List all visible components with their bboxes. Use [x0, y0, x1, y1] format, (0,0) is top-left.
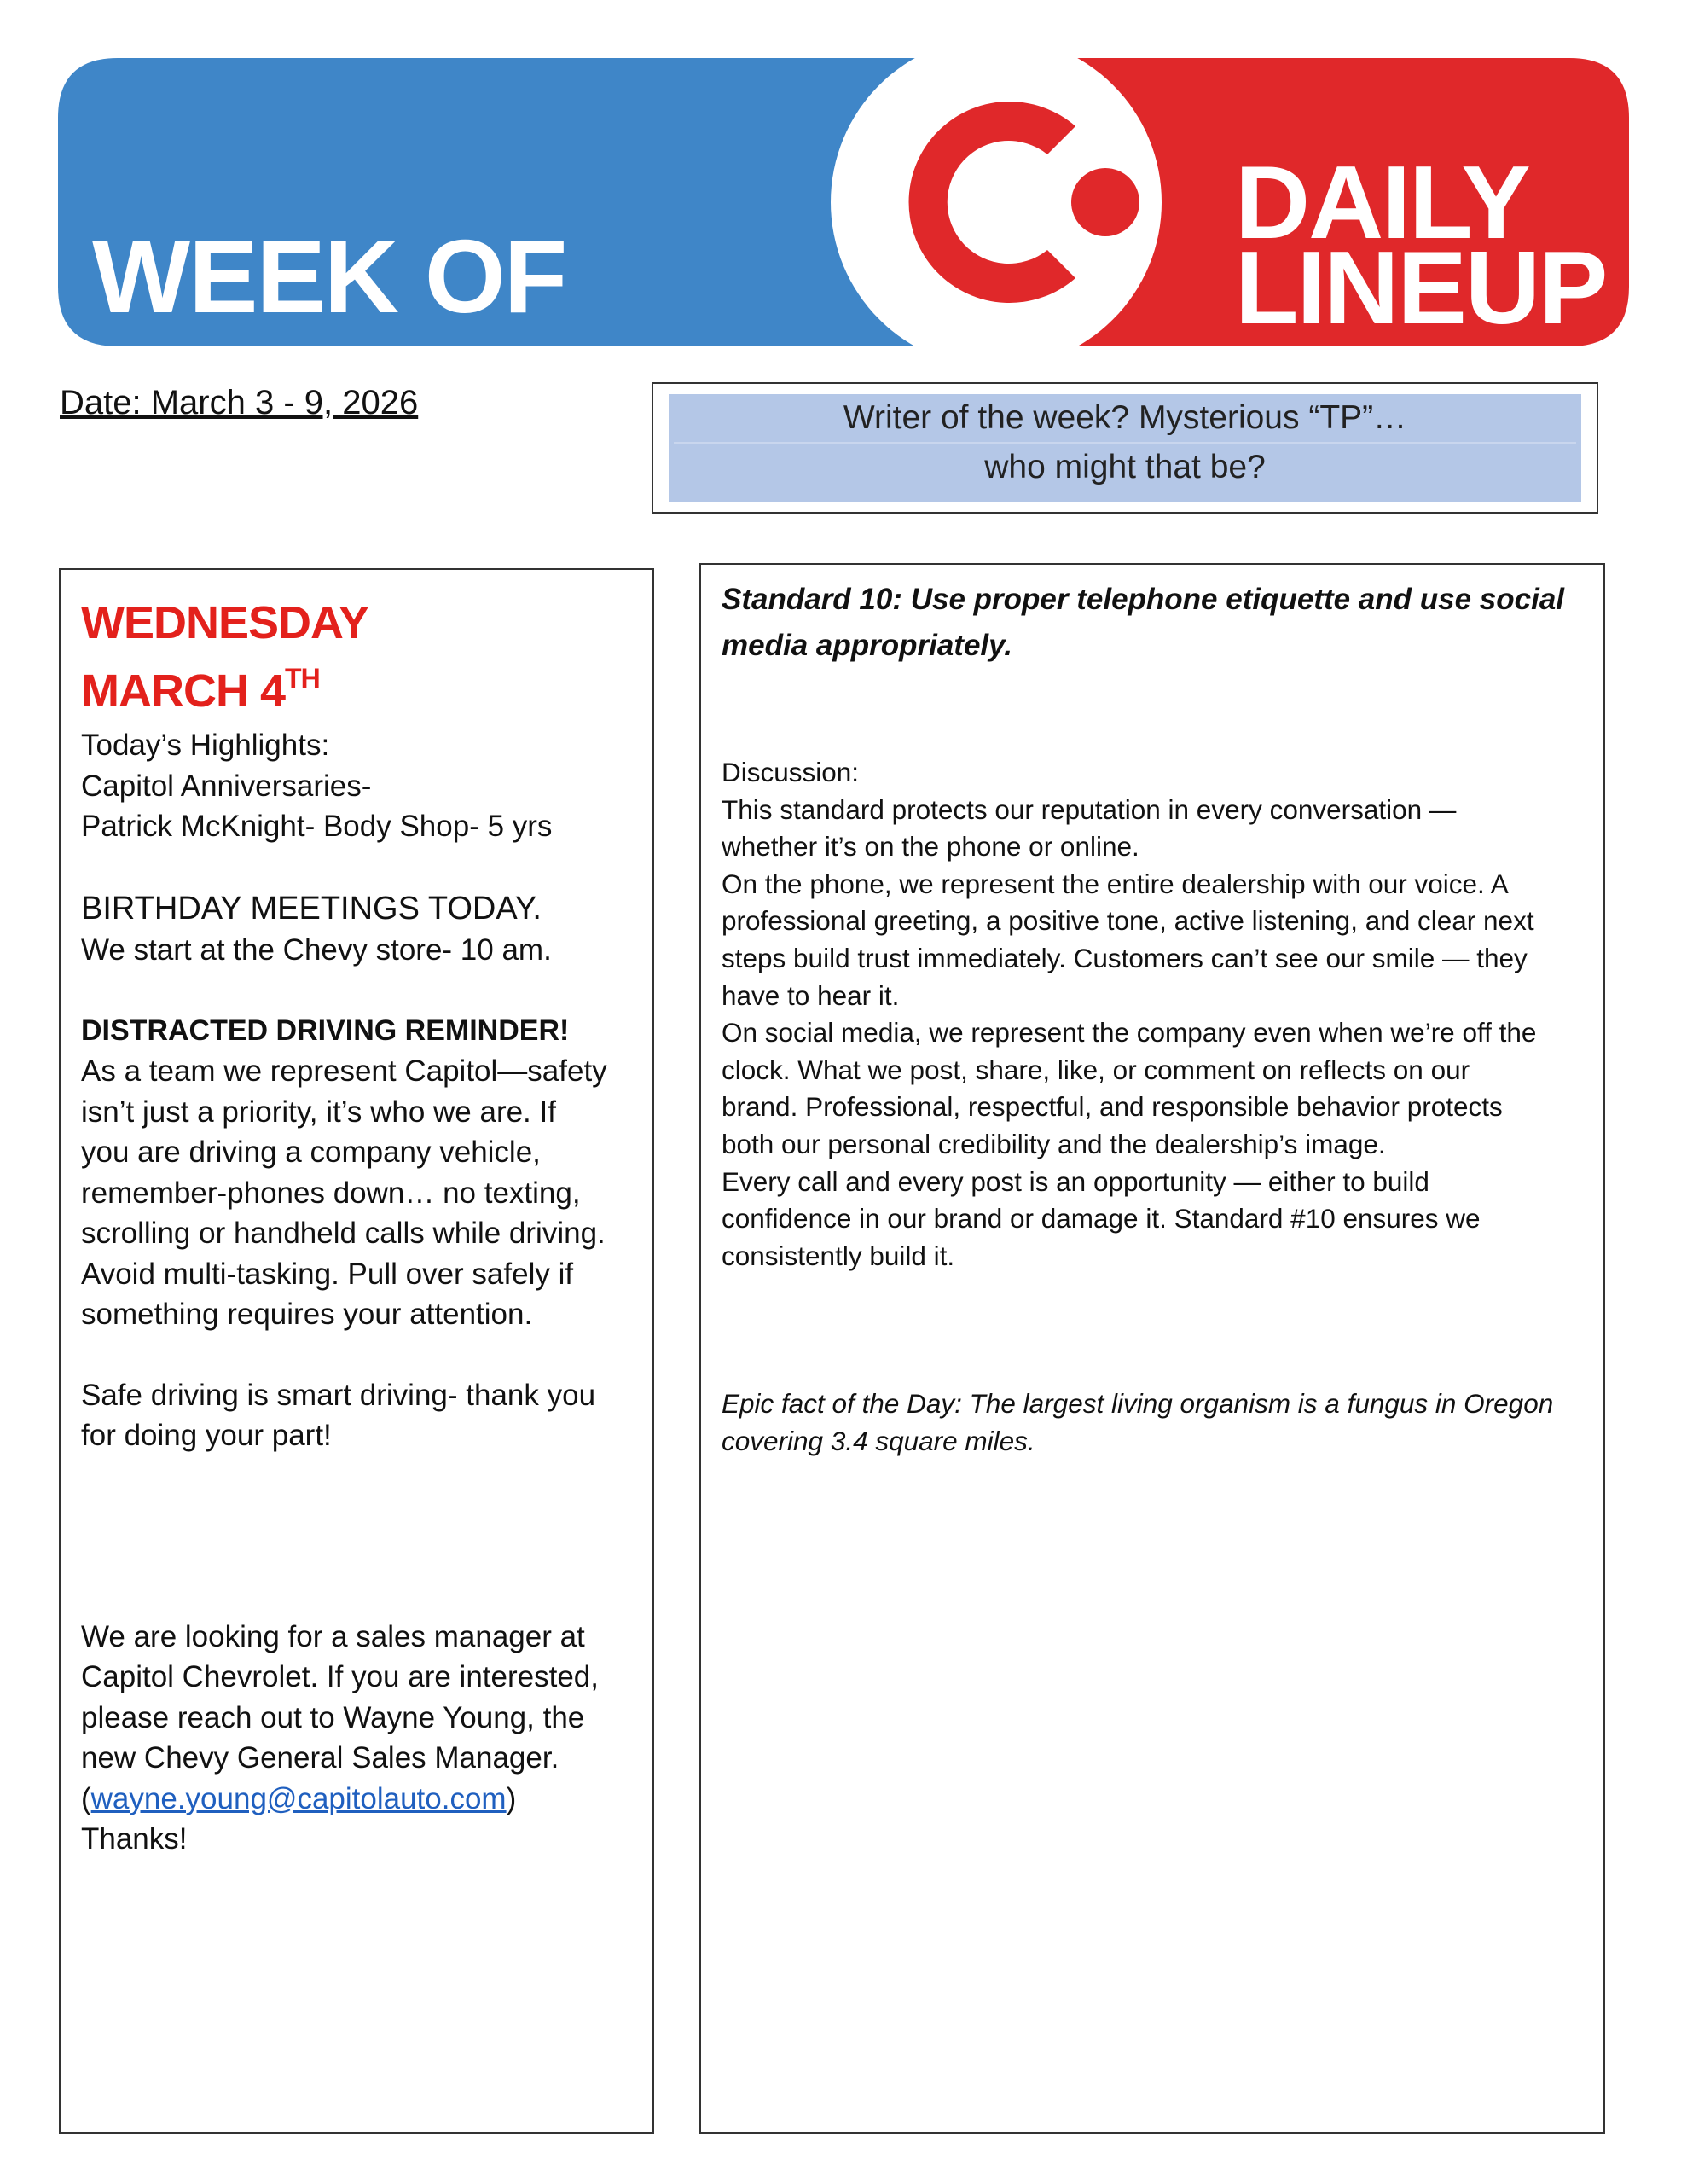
- highlights-title: Today’s Highlights:: [81, 729, 330, 762]
- discussion-line: confidence in our brand or damage it. Standard #10 ensures we: [722, 1203, 1481, 1234]
- hiring-line: new Chevy General Sales Manager.: [81, 1741, 559, 1774]
- reminder-line: isn’t just a priority, it’s who we are. If: [81, 1095, 556, 1129]
- discussion-line: Every call and every post is an opportunity — either to build: [722, 1165, 1429, 1197]
- anniversary-entry: Patrick McKnight- Body Shop- 5 yrs: [81, 810, 553, 843]
- reminder-line: remember-phones down… no texting,: [81, 1176, 581, 1210]
- hiring-line: Capitol Chevrolet. If you are interested,: [81, 1660, 599, 1693]
- reminder-line: you are driving a company vehicle,: [81, 1136, 541, 1169]
- standard-title-line: Standard 10: Use proper telephone etiquette and use social: [722, 583, 1565, 616]
- reminder-title: DISTRACTED DRIVING REMINDER!: [81, 1014, 570, 1047]
- writer-line-2: who might that be?: [984, 449, 1266, 485]
- date-heading-main: MARCH 4: [81, 665, 286, 717]
- right-column-content: [722, 577, 1583, 1461]
- lineup-label: LINEUP: [1235, 229, 1607, 346]
- week-date: Date: March 3 - 9, 2026: [60, 384, 419, 421]
- hiring-line: We are looking for a sales manager at: [81, 1619, 585, 1653]
- discussion-line: brand. Professional, respectful, and responsible behavior protects: [722, 1091, 1503, 1123]
- discussion-line: clock. What we post, share, like, or comment on reflects on our: [722, 1054, 1470, 1085]
- birthday-text: We start at the Chevy store- 10 am.: [81, 932, 552, 967]
- reminder-line: As a team we represent Capitol—safety: [81, 1054, 607, 1088]
- reminder-line: scrolling or handheld calls while driving.: [81, 1217, 606, 1250]
- reminder-line: something requires your attention.: [81, 1298, 533, 1331]
- email-line: [81, 1779, 635, 1820]
- discussion-line: steps build trust immediately. Customers can’t see our smile — they: [722, 942, 1528, 973]
- writer-line-1: Writer of the week? Mysterious “TP”…: [843, 399, 1407, 436]
- day-heading: WEDNESDAY: [81, 597, 369, 648]
- discussion-line: have to hear it.: [722, 979, 900, 1011]
- right-column: [699, 563, 1605, 2134]
- email-link[interactable]: wayne.young@capitolauto.com: [90, 1781, 507, 1815]
- safe-driving-line: for doing your part!: [81, 1419, 332, 1452]
- discussion-line: both our personal credibility and the dealership’s image.: [722, 1128, 1386, 1159]
- standard-title-line: media appropriately.: [722, 629, 1013, 662]
- birthday-title: BIRTHDAY MEETINGS TODAY.: [81, 890, 542, 926]
- left-column-content: [81, 589, 635, 1860]
- week-of-label: WEEK OF: [92, 218, 566, 334]
- header-banner: [58, 58, 1629, 346]
- writer-of-week-box: [652, 382, 1598, 514]
- daily-label: DAILY: [1235, 144, 1529, 260]
- date-heading: [81, 657, 635, 725]
- thanks-text: Thanks!: [81, 1822, 188, 1856]
- writer-of-week-panel: [669, 394, 1581, 502]
- discussion-line: whether it’s on the phone or online.: [722, 831, 1139, 863]
- discussion-line: professional greeting, a positive tone, active listening, and clear next: [722, 905, 1534, 937]
- anniversaries-title: Capitol Anniversaries-: [81, 769, 372, 803]
- email-close-paren: ): [506, 1781, 517, 1815]
- discussion-line: This standard protects our reputation in every conversation —: [722, 793, 1457, 825]
- discussion-title: Discussion:: [722, 757, 860, 787]
- capitol-logo-dot: [1071, 168, 1139, 236]
- discussion-line: On the phone, we represent the entire dealership with our voice. A: [722, 868, 1509, 899]
- discussion-line: On social media, we represent the company even when we’re off the: [722, 1017, 1537, 1048]
- date-heading-suffix: TH: [285, 663, 320, 694]
- safe-driving-line: Safe driving is smart driving- thank you: [81, 1378, 596, 1412]
- epic-fact-line: covering 3.4 square miles.: [722, 1425, 1035, 1456]
- email-open-paren: (: [81, 1781, 91, 1815]
- hiring-line: please reach out to Wayne Young, the: [81, 1700, 585, 1734]
- epic-fact-line: Epic fact of the Day: The largest living organism is a fungus in Oregon: [722, 1388, 1554, 1420]
- reminder-line: Avoid multi-tasking. Pull over safely if: [81, 1257, 574, 1291]
- left-column: [59, 568, 654, 2134]
- discussion-line: consistently build it.: [722, 1240, 955, 1271]
